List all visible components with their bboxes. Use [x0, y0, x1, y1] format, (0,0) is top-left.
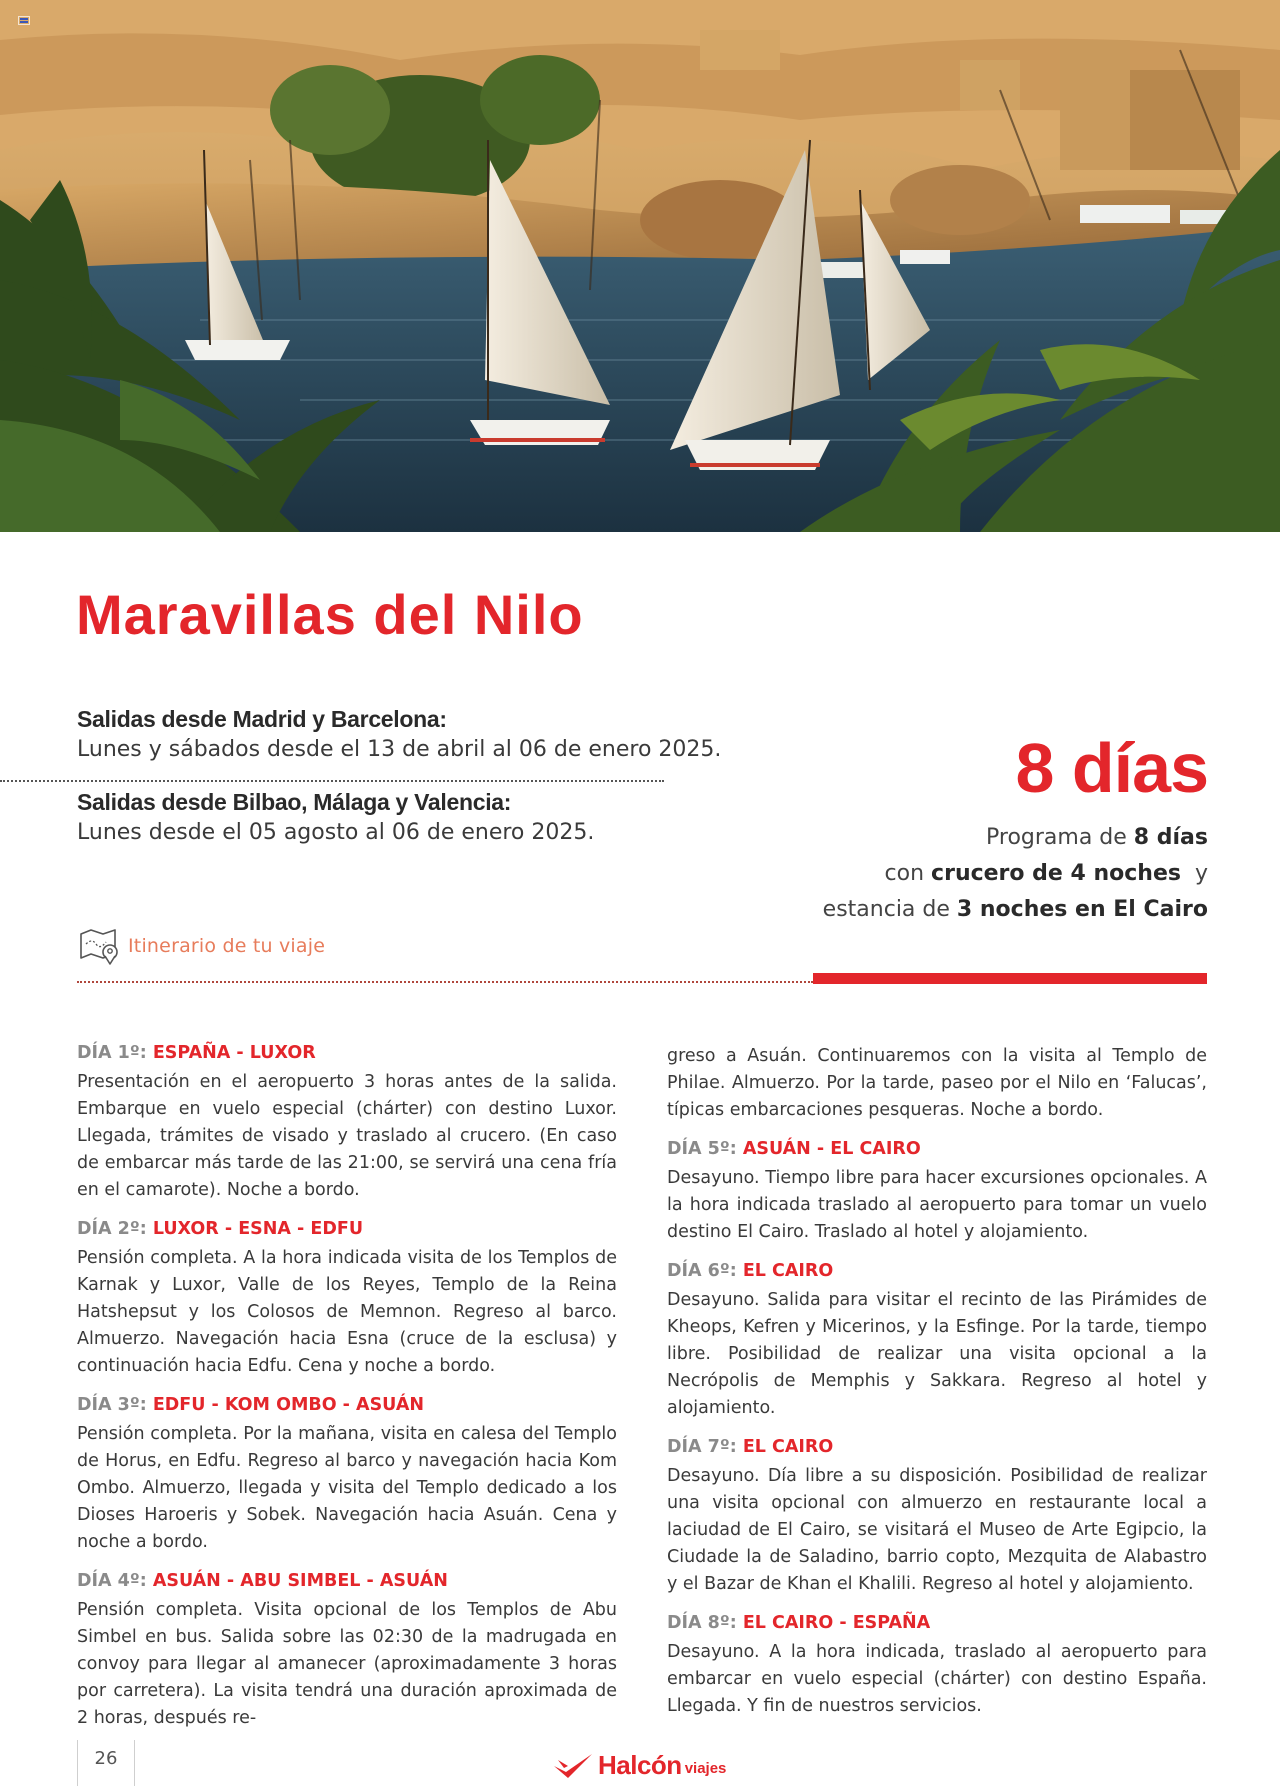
day-description: Pensión completa. Por la mañana, visita en calesa del Templo de Horus, en Edfu. Regreso al barco y navegación hacia Kom Ombo. Almuerzo, llegada y visita del Templo dedicado a los Dioses Haroeris y Sobek. Navegación hacia Asuán. Cena y noche a bordo. — [77, 1424, 617, 1552]
page-title: Maravillas del Nilo — [76, 583, 584, 646]
itinerary-column-right — [667, 1043, 1207, 1732]
day-entry — [667, 1258, 1207, 1422]
itinerary-label: Itinerario de tu viaje — [128, 935, 326, 957]
day-heading: DÍA 5º: ASUÁN - EL CAIRO — [667, 1139, 921, 1159]
day-entry — [667, 1434, 1207, 1598]
day-heading: DÍA 7º: EL CAIRO — [667, 1437, 834, 1457]
departure-heading: Salidas desde Bilbao, Málaga y Valencia: — [77, 789, 512, 815]
hero-photo — [0, 0, 1280, 532]
day-entry — [77, 1392, 617, 1556]
program-line-1: Programa de 8 días — [986, 825, 1208, 850]
day-entry — [667, 1610, 1207, 1720]
dotted-divider — [0, 780, 664, 782]
day-heading: DÍA 6º: EL CAIRO — [667, 1261, 834, 1281]
departure-text: Lunes desde el 05 agosto al 06 de enero 2025. — [77, 820, 595, 845]
program-summary — [823, 820, 1208, 928]
departure-heading: Salidas desde Madrid y Barcelona: — [77, 706, 447, 732]
brand-logo — [552, 1750, 726, 1780]
day-description: Presentación en el aeropuerto 3 horas antes de la salida. Embarque en vuelo especial (chárter) con destino Luxor. Llegada, trámites de visado y traslado al crucero. (En caso de embarcar más tarde de las 21:00, se servirá una cena fría en el camarote). Noche a bordo. — [77, 1072, 617, 1200]
day-heading: DÍA 4º: ASUÁN - ABU SIMBEL - ASUÁN — [77, 1571, 448, 1591]
departure-bilbao-malaga-valencia — [77, 787, 677, 849]
duration-badge: 8 días — [1015, 729, 1208, 807]
day-heading: DÍA 3º: EDFU - KOM OMBO - ASUÁN — [77, 1395, 425, 1415]
itinerary-column-left — [77, 1040, 617, 1744]
day-description: Desayuno. Salida para visitar el recinto de las Pirámides de Kheops, Kefren y Micerinos, y la Esfinge. Por la tarde, tiempo libre. Posibilidad de realizar una visita opcional a la Necrópolis de Memphis y Sakkara. Regreso al hotel y alojamiento. — [667, 1290, 1207, 1418]
flag-icon — [18, 16, 30, 25]
day-heading: DÍA 1º: ESPAÑA - LUXOR — [77, 1043, 316, 1063]
day-description: Desayuno. A la hora indicada, traslado al aeropuerto para embarcar en vuelo especial (chárter) con destino España. Llegada. Y fin de nuestros servicios. — [667, 1642, 1207, 1716]
day-description: Desayuno. Día libre a su disposición. Posibilidad de realizar una visita opcional con almuerzo en restaurante local a laciudad de El Cairo, se visitará el Museo de Arte Egipcio, la Ciudade la de Saladino, barrio copto, Mezquita de Alabastro y el Bazar de Khan el Khalili. Regreso al hotel y alojamiento. — [667, 1466, 1207, 1594]
day-description-continued: greso a Asuán. Continuaremos con la visita al Templo de Philae. Almuerzo. Por la tarde, paseo por el Nilo en ‘Falucas’, típicas embarcaciones pesqueras. Noche a bordo. — [667, 1046, 1207, 1120]
map-pin-icon — [78, 924, 122, 968]
day-heading: DÍA 2º: LUXOR - ESNA - EDFU — [77, 1219, 364, 1239]
halcon-bird-icon — [552, 1750, 596, 1780]
departure-text: Lunes y sábados desde el 13 de abril al 06 de enero 2025. — [77, 737, 722, 762]
day-description: Pensión completa. A la hora indicada visita de los Templos de Karnak y Luxor, Valle de los Reyes, Templo de la Reina Hatshepsut y los Colosos de Memnon. Regreso al barco. Almuerzo. Navegación hacia Esna (cruce de la esclusa) y continuación hacia Edfu. Cena y noche a bordo. — [77, 1248, 617, 1376]
departure-madrid-barcelona — [77, 704, 722, 766]
itinerary-heading — [78, 924, 325, 968]
day-entry — [77, 1568, 617, 1732]
day-entry — [77, 1040, 617, 1204]
brand-name: Halcón — [598, 1750, 682, 1780]
page-number: 26 — [77, 1740, 135, 1786]
nile-feluccas-photo — [0, 0, 1280, 532]
day-description: Pensión completa. Visita opcional de los Templos de Abu Simbel en bus. Salida sobre las 02:30 de la madrugada en convoy para llegar al amanecer (aproximadamente 3 horas por carretera). La visita tendrá una duración aproximada de 2 horas, después re- — [77, 1600, 617, 1728]
program-line-3: estancia de 3 noches en El Cairo — [822, 897, 1208, 922]
day-heading: DÍA 8º: EL CAIRO - ESPAÑA — [667, 1613, 931, 1633]
day-entry — [667, 1136, 1207, 1246]
dotted-divider — [77, 981, 813, 983]
accent-bar — [813, 973, 1207, 984]
program-line-2: con crucero de 4 noches y — [884, 861, 1208, 886]
day-description: Desayuno. Tiempo libre para hacer excursiones opcionales. A la hora indicada traslado al aeropuerto para tomar un vuelo destino El Cairo. Traslado al hotel y alojamiento. — [667, 1168, 1207, 1242]
brand-subtitle: viajes — [684, 1760, 727, 1777]
day-entry — [77, 1216, 617, 1380]
